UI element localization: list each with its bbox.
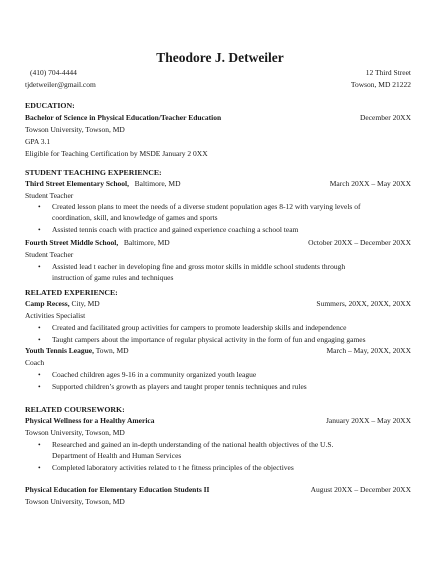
- job-header: [25, 179, 180, 188]
- job-header: [25, 238, 170, 247]
- city-state-zip: Towson, MD 21222: [350, 80, 411, 89]
- bullet-icon: •: [38, 382, 41, 391]
- job-date: October 20XX – December 20XX: [308, 238, 411, 247]
- course-school: Towson University, Towson, MD: [25, 497, 125, 506]
- job-bullet: instruction of game rules and techniques: [52, 273, 174, 282]
- degree-title: Bachelor of Science in Physical Education/Teacher Education: [25, 113, 222, 122]
- course-date: August 20XX – December 20XX: [310, 485, 411, 494]
- job-bullet: Assisted tennis coach with practice and gained experience coaching a school team: [52, 225, 299, 234]
- bullet-icon: •: [38, 225, 41, 234]
- course-school: Towson University, Towson, MD: [25, 428, 125, 437]
- job-location: Baltimore, MD: [123, 238, 170, 247]
- job-header: [25, 299, 100, 308]
- job-org: Camp Recess,: [25, 299, 70, 308]
- course-bullet: Completed laboratory activities related to t he fitness principles of the objectives: [52, 463, 294, 472]
- education-certification: Eligible for Teaching Certification by MSDE January 2 0XX: [25, 149, 208, 158]
- job-title: Student Teacher: [25, 191, 74, 200]
- job-bullet: Created and facilitated group activities for campers to promote leadership skills and independence: [52, 323, 347, 332]
- bullet-icon: •: [38, 440, 41, 449]
- teaching-heading: STUDENT TEACHING EXPERIENCE:: [25, 168, 162, 177]
- course-date: January 20XX – May 20XX: [326, 416, 411, 425]
- job-org: Fourth Street Middle School,: [25, 238, 119, 247]
- bullet-icon: •: [38, 370, 41, 379]
- related-heading: RELATED EXPERIENCE:: [25, 288, 118, 297]
- degree-date: December 20XX: [359, 113, 411, 122]
- bullet-icon: •: [38, 335, 41, 344]
- job-bullet: Supported children’s growth as players and taught proper tennis techniques and rules: [52, 382, 307, 391]
- course-name: Physical Education for Elementary Education Students II: [25, 485, 210, 494]
- job-bullet: Created lesson plans to meet the needs of a diverse student population ages 8-12 with varying levels of: [52, 202, 361, 211]
- email-address: tjdetweiler@gmail.com: [25, 80, 96, 89]
- street-address: 12 Third Street: [365, 68, 411, 77]
- education-school: Towson University, Towson, MD: [25, 125, 125, 134]
- job-location: City, MD: [71, 299, 100, 308]
- bullet-icon: •: [38, 262, 41, 271]
- job-bullet: Assisted lead t eacher in developing fine and gross motor skills in middle school students through: [52, 262, 346, 271]
- job-location: Town, MD: [95, 346, 129, 355]
- job-date: March – May, 20XX, 20XX: [326, 346, 411, 355]
- course-bullet: Department of Health and Human Services: [52, 451, 182, 460]
- phone-number: (410) 704-4444: [30, 68, 77, 77]
- candidate-name: Theodore J. Detweiler: [156, 50, 284, 65]
- job-header: [25, 346, 129, 355]
- education-heading: EDUCATION:: [25, 101, 75, 110]
- job-bullet: Taught campers about the importance of regular physical activity in the form of fun and engaging games: [52, 335, 366, 344]
- education-gpa: GPA 3.1: [25, 137, 51, 146]
- job-location: Baltimore, MD: [134, 179, 181, 188]
- job-title: Activities Specialist: [25, 311, 86, 320]
- job-bullet: coordination, skill, and knowledge of games and sports: [52, 213, 218, 222]
- course-bullet: Researched and gained an in-depth understanding of the national health objectives of the U.S.: [52, 440, 334, 449]
- coursework-heading: RELATED COURSEWORK:: [25, 405, 125, 414]
- job-date: March 20XX – May 20XX: [329, 179, 411, 188]
- job-date: Summers, 20XX, 20XX, 20XX: [316, 299, 411, 308]
- job-title: Coach: [25, 358, 45, 367]
- job-title: Student Teacher: [25, 250, 74, 259]
- bullet-icon: •: [38, 202, 41, 211]
- job-bullet: Coached children ages 9-16 in a community organized youth league: [52, 370, 257, 379]
- job-org: Youth Tennis League,: [25, 346, 94, 355]
- bullet-icon: •: [38, 463, 41, 472]
- job-org: Third Street Elementary School,: [25, 179, 130, 188]
- bullet-icon: •: [38, 323, 41, 332]
- course-name: Physical Wellness for a Healthy America: [25, 416, 155, 425]
